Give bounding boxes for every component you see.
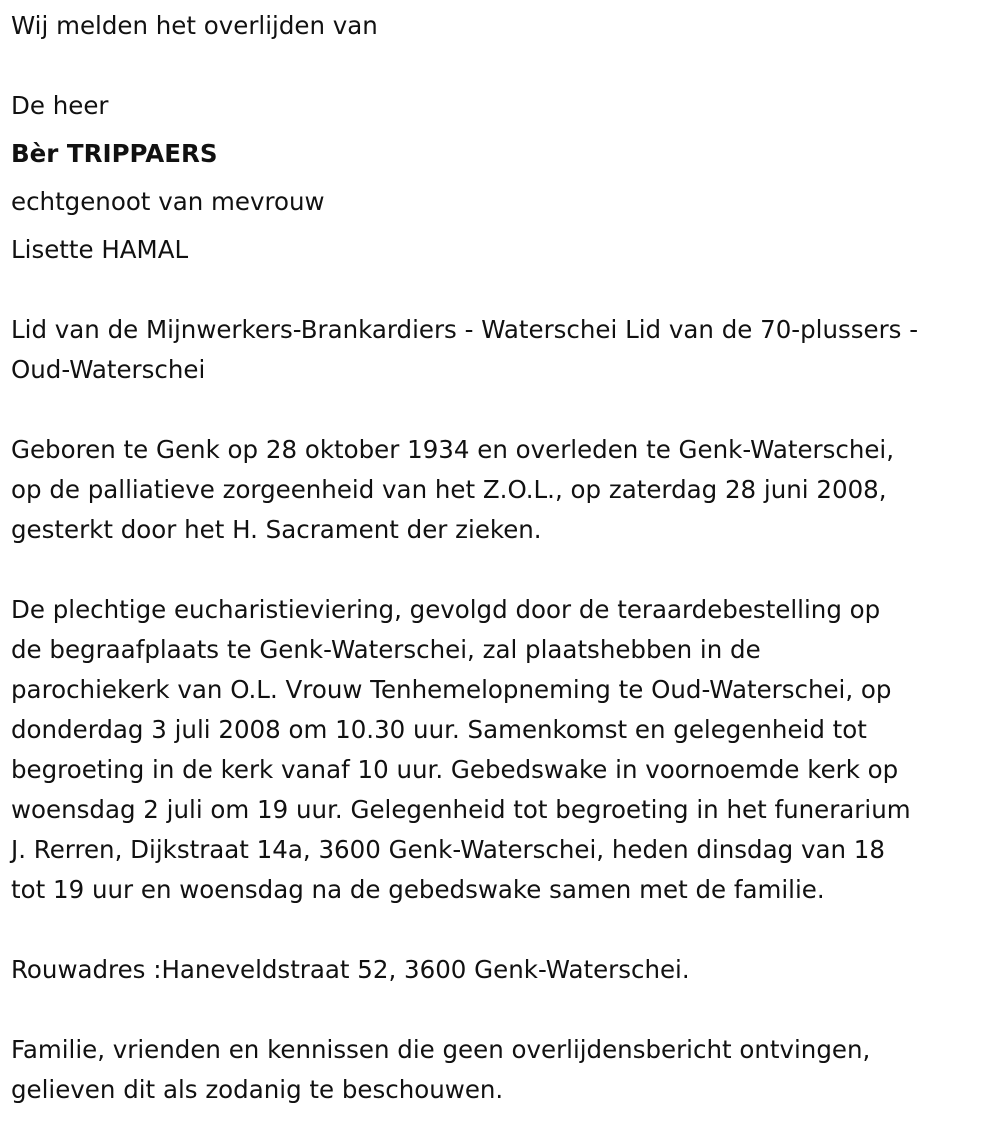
funeral-line: J. Rerren, Dijkstraat 14a, 3600 Genk-Waterschei, heden dinsdag van 18 <box>11 835 885 864</box>
spouse-label: echtgenoot van mevrouw <box>11 187 325 216</box>
mourning-address: Rouwadres :Haneveldstraat 52, 3600 Genk-Waterschei. <box>11 955 690 984</box>
funeral-line: De plechtige eucharistieviering, gevolgd door de teraardebestelling op <box>11 595 881 624</box>
funeral-line: de begraafplaats te Genk-Waterschei, zal plaatshebben in de <box>11 635 761 664</box>
funeral-line: woensdag 2 juli om 19 uur. Gelegenheid tot begroeting in het funerarium <box>11 795 911 824</box>
funeral-line: begroeting in de kerk vanaf 10 uur. Gebedswake in voornoemde kerk op <box>11 755 899 784</box>
membership-line: Lid van de Mijnwerkers-Brankardiers - Waterschei Lid van de 70-plussers - <box>11 315 919 344</box>
spouse-name: Lisette HAMAL <box>11 235 189 264</box>
intro-text: Wij melden het overlijden van <box>11 11 378 40</box>
birth-death-line: gesterkt door het H. Sacrament der zieken. <box>11 515 542 544</box>
deceased-name: Bèr TRIPPAERS <box>11 139 218 168</box>
birth-death-line: Geboren te Genk op 28 oktober 1934 en overleden te Genk-Waterschei, <box>11 435 895 464</box>
funeral-line: parochiekerk van O.L. Vrouw Tenhemelopneming te Oud-Waterschei, op <box>11 675 892 704</box>
honorific: De heer <box>11 91 109 120</box>
funeral-line: donderdag 3 juli 2008 om 10.30 uur. Samenkomst en gelegenheid tot <box>11 715 867 744</box>
membership-line: Oud-Waterschei <box>11 355 206 384</box>
funeral-line: tot 19 uur en woensdag na de gebedswake samen met de familie. <box>11 875 825 904</box>
family-note-line: Familie, vrienden en kennissen die geen overlijdensbericht ontvingen, <box>11 1035 871 1064</box>
birth-death-line: op de palliatieve zorgeenheid van het Z.O.L., op zaterdag 28 juni 2008, <box>11 475 887 504</box>
family-note-line: gelieven dit als zodanig te beschouwen. <box>11 1075 504 1104</box>
